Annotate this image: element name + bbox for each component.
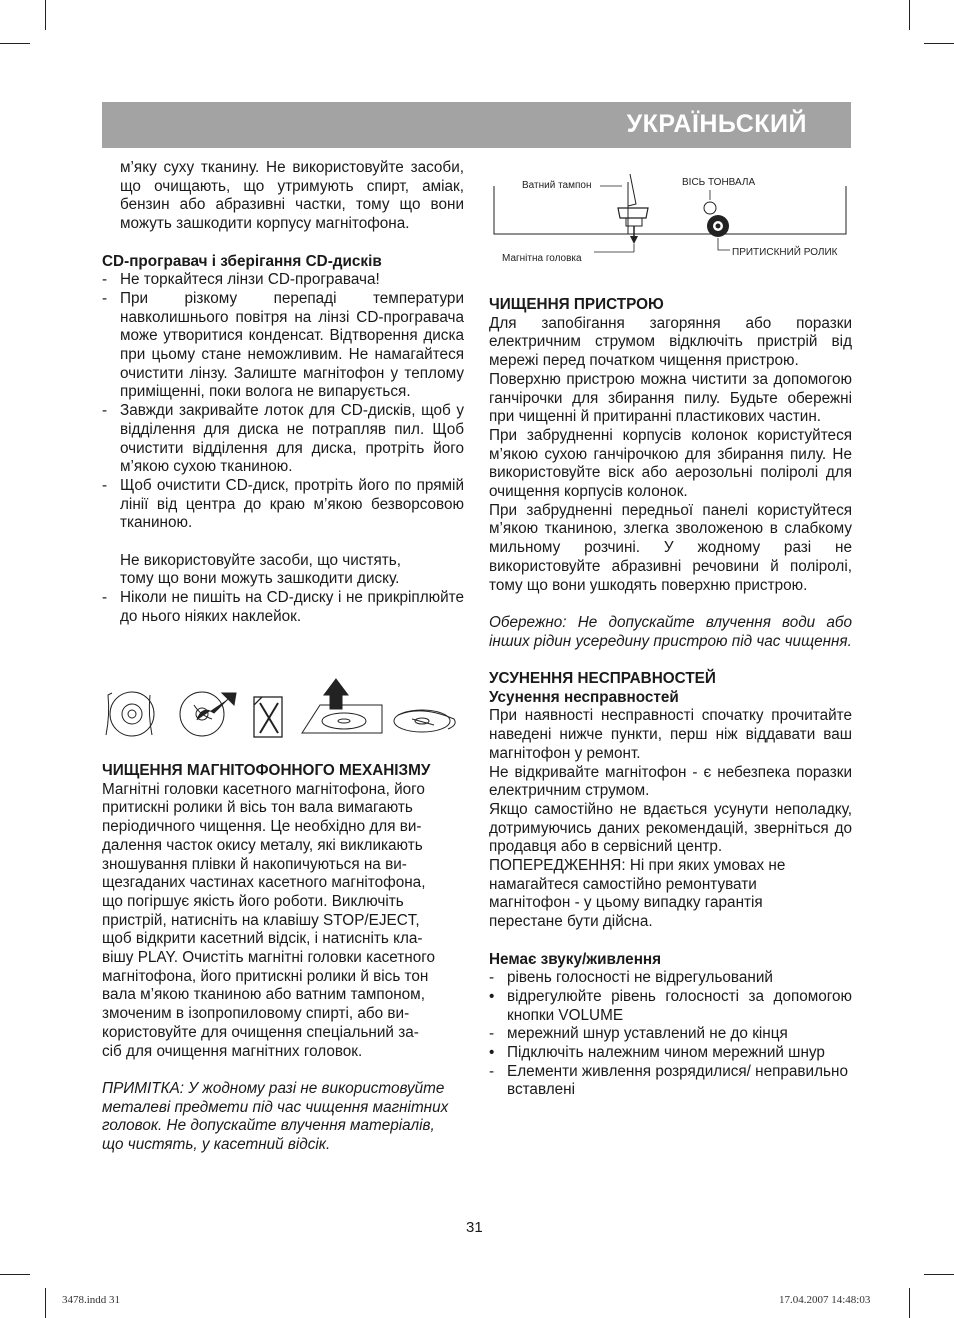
note-line: металеві предмети під час чищення магнітних bbox=[102, 1098, 449, 1116]
footer-file: 3478.indd 31 bbox=[62, 1294, 121, 1306]
crop-mark bbox=[909, 0, 910, 30]
tape-line: пристрій, натисніть на клавішу STOP/EJECT, bbox=[102, 911, 420, 929]
crop-mark bbox=[45, 0, 46, 30]
tape-line: щезгаданих частинах касетного магнітофона, bbox=[102, 874, 426, 892]
tape-line: періодичного чищення. Це необхідно для ви- bbox=[102, 818, 422, 836]
troubleshooting-paragraph: Якщо самостійно не вдається усунути неполадку, дотримуючись даних рекомендацій, зверніться до продавця або в сервісний центр. bbox=[489, 800, 852, 856]
tape-line: користовуйте для очищення спеціальний за- bbox=[102, 1023, 419, 1041]
cleaning-heading: ЧИЩЕННЯ ПРИСТРОЮ bbox=[489, 296, 664, 313]
cd-list-item: - Не торкайтеся лінзи CD-програвача! bbox=[102, 271, 380, 289]
language-title: УКРАЇНЬСКИЙ bbox=[626, 110, 807, 138]
no-sound-item: • Підключіть належним чином мережний шнур bbox=[489, 1044, 825, 1062]
warning-line: ПОПЕРЕДЖЕННЯ: Ні при яких умовах не bbox=[489, 857, 786, 875]
cleaning-paragraph: Поверхню пристрою можна чистити за допомогою ганчірочки для збирання пилу. Будьте обережні при чищенні й притиранні пластикових частин. bbox=[489, 370, 852, 426]
no-sound-heading: Немає звуку/живлення bbox=[489, 950, 662, 968]
page-number: 31 bbox=[466, 1219, 483, 1236]
tape-section-heading: ЧИЩЕННЯ МАГНІТОФОННОГО МЕХАНІЗМУ bbox=[102, 762, 431, 779]
tape-line: сіб для очищення магнітних головок. bbox=[102, 1042, 363, 1060]
cd-list-item: - Завжди закривайте лоток для CD-дисків, щоб у відділення для диска не потрапляв пил. Щоб очистити відділення для диска, протріть його м’якою сухою тканиною. bbox=[102, 402, 464, 476]
troubleshooting-paragraph: При наявності несправності спочатку прочитайте наведені нижче пункти, перш ніж віддавати ваш магнітофон у ремонт. bbox=[489, 707, 852, 762]
crop-mark bbox=[0, 43, 30, 44]
troubleshooting-heading: УСУНЕННЯ НЕСПРАВНОСТЕЙ bbox=[489, 670, 716, 688]
tape-section bbox=[102, 762, 464, 1155]
tape-line: що погіршує якість його роботи. Виключіть bbox=[102, 892, 404, 910]
cd-wipe-icon bbox=[394, 710, 455, 732]
cleaning-paragraph: При забрудненні передньої панелі користуйтеся м’якою тканиною, злегка зволоженою в слабкому мильному розчині. У жодному разі не використовуйте абразивні речовини й поліролі, тому що вони ушкодять поверхню пристрою. bbox=[489, 501, 852, 594]
crop-mark bbox=[924, 1274, 954, 1275]
right-column bbox=[489, 296, 852, 1100]
cd-list-item: - Щоб очистити CD-диск, протріть його по прямій лінії від центра до краю м’якою безворсовою тканиною. bbox=[102, 476, 464, 532]
cd-tray-icon bbox=[302, 679, 382, 733]
cotton-swab-label: Ватний тампон bbox=[522, 180, 592, 191]
note-line: головок. Не допускайте влучення матеріалів, bbox=[102, 1117, 435, 1135]
cd-list-item: - При різкому перепаді температури навколишнього повітря на лінзі CD-програвача може утворитися конденсат. Відтворення диска при цьому стане неможливим. Не намагайтеся очистити лінзу. Залиште магнітофон у теплому приміщенні, поки волога не випарується. bbox=[102, 289, 464, 401]
caution-note: Обережно: Не допускайте влучення води або інших рідин усередину пристрою під час чищення. bbox=[489, 613, 852, 650]
cd-handling-icon bbox=[180, 692, 236, 736]
cd-no-write-icon bbox=[254, 697, 282, 737]
no-sound-item: - Елементи живлення розрядилися/ неправильно вставлені bbox=[489, 1062, 848, 1099]
tape-line: зношування плівки й накопичуються на ви- bbox=[102, 855, 407, 873]
troubleshooting-paragraph: Не відкривайте магнітофон - є небезпека поразки електричним струмом. bbox=[489, 763, 852, 800]
tape-line: змоченим в ізопропиловому спирті, або ви- bbox=[102, 1005, 410, 1023]
cd-list-item: - Ніколи не пишіть на CD-диску і не прикріплюйте до нього ніяких наклейок. bbox=[102, 589, 464, 625]
tape-head-diagram bbox=[490, 168, 852, 268]
tape-line: вішу PLAY. Очистіть магнітні головки касетного bbox=[102, 949, 435, 967]
tape-line: магнітофона, його притискні ролики й вісь тон bbox=[102, 967, 429, 985]
magnetic-head-label: Магнітна головка bbox=[502, 253, 582, 264]
warning-line: намагайтеся самостійно ремонтувати bbox=[489, 875, 757, 893]
cleaning-paragraph: Для запобігання загоряння або поразки електричним струмом відключіть пристрій від мережі перед початком чищення пристрою. bbox=[489, 314, 852, 370]
cd-care-illustrations bbox=[102, 675, 464, 741]
cd-note-line: Не використовуйте засоби, що чистять, bbox=[120, 551, 401, 569]
cleaning-paragraph: При забрудненні корпусів колонок користуйтеся м’якою сухою ганчірочкою для збирання пилу. Не використовуйте віск або аерозольні поліролі для очищення корпусів колонок. bbox=[489, 426, 852, 501]
crop-mark bbox=[909, 1288, 910, 1318]
tape-line: Магнітні головки касетного магнітофона, його bbox=[102, 780, 425, 798]
pinch-roller-label: ПРИТИСКНИЙ РОЛИК bbox=[732, 247, 838, 258]
left-column bbox=[102, 159, 464, 627]
cd-disc-icon bbox=[106, 692, 154, 736]
tape-line: щоб відкрити касетний відсік, і натисніть кла- bbox=[102, 930, 423, 948]
no-sound-item: • відрегулюйте рівень голосності за допомогою кнопки VOLUME bbox=[489, 987, 852, 1024]
tape-line: вала м’якою тканиною або ватним тампоном, bbox=[102, 986, 425, 1004]
note-line: ПРИМІТКА: У жодному разі не використовуйте bbox=[102, 1079, 445, 1097]
tape-line: притискні ролики й вісь тон вала вимагають bbox=[102, 799, 413, 817]
intro-paragraph: м’яку суху тканину. Не використовуйте засоби, що очищають, що утримують спирт, аміак, бензин або абразивні частки, тому що вони можуть зашкодити корпусу магнітофона. bbox=[120, 159, 464, 233]
crop-mark bbox=[0, 1274, 30, 1275]
troubleshooting-subheading: Усунення несправностей bbox=[489, 688, 679, 706]
warning-line: перестане бути дійсна. bbox=[489, 913, 653, 931]
language-header-bar bbox=[102, 102, 851, 148]
note-line: що чистять, у касетний відсік. bbox=[102, 1136, 331, 1154]
no-sound-item: - рівень голосності не відрегульований bbox=[489, 969, 773, 987]
capstan-label: ВІСЬ ТОНВАЛА bbox=[682, 177, 756, 188]
crop-mark bbox=[924, 43, 954, 44]
warning-line: магнітофон - у цьому випадку гарантія bbox=[489, 894, 763, 912]
cd-note-line: тому що вони можуть зашкодити диску. bbox=[120, 570, 400, 588]
crop-mark bbox=[45, 1288, 46, 1318]
cd-section-heading: CD-програвач і зберігання CD-дисків bbox=[102, 252, 382, 270]
tape-line: далення часток окису металу, які викликають bbox=[102, 836, 423, 854]
no-sound-item: - мережний шнур уставлений не до кінця bbox=[489, 1025, 788, 1043]
footer-timestamp: 17.04.2007 14:48:03 bbox=[779, 1294, 871, 1306]
